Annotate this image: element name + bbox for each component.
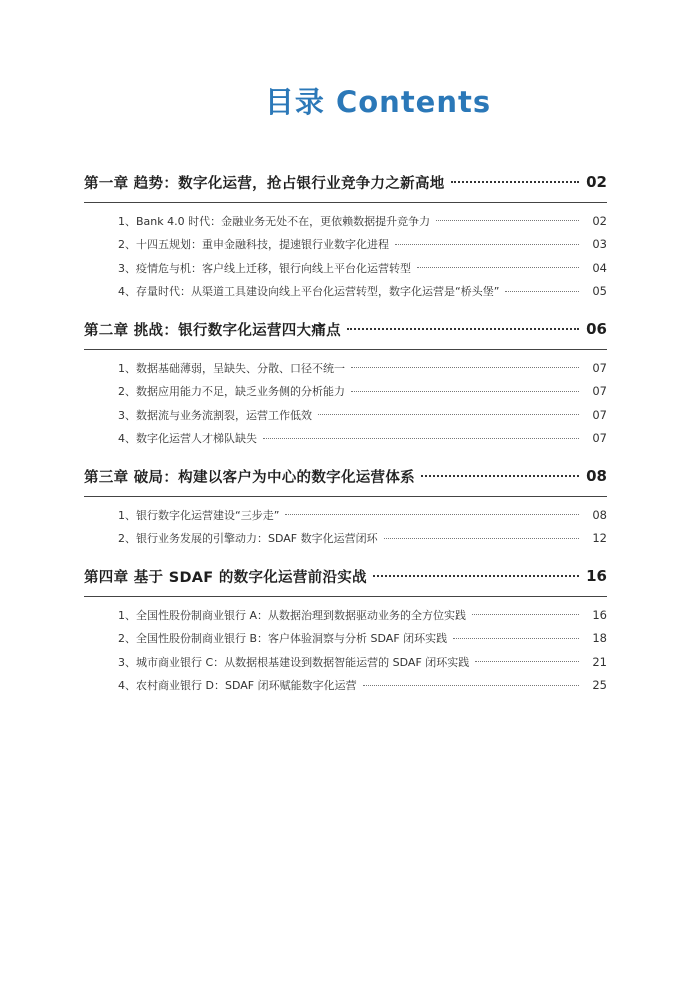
- dot-leader: [436, 220, 579, 221]
- section-entry[interactable]: [84, 256, 607, 280]
- dot-leader: [363, 685, 579, 686]
- chapter-block-2: [84, 313, 607, 450]
- section-page-number: 25: [592, 678, 607, 693]
- section-title: 4、数字化运营人才梯队缺失: [118, 432, 257, 446]
- section-page-number: 16: [592, 607, 607, 622]
- section-title: 4、存量时代：从渠道工具建设向线上平台化运营转型，数字化运营是“桥头堡”: [118, 285, 500, 299]
- chapter-page-number: 02: [586, 173, 607, 191]
- section-title: 3、数据流与业务流割裂，运营工作低效: [118, 408, 312, 422]
- section-entry[interactable]: [84, 650, 607, 674]
- dot-leader: [505, 291, 579, 292]
- section-page-number: 08: [592, 507, 607, 522]
- section-page-number: 07: [592, 407, 607, 422]
- dot-leader: [417, 267, 579, 268]
- section-entry[interactable]: [84, 280, 607, 304]
- section-entry[interactable]: [84, 527, 607, 551]
- chapter-entry-3[interactable]: [84, 460, 607, 492]
- dot-leader: [351, 391, 579, 392]
- section-entry[interactable]: [84, 356, 607, 380]
- chapter-block-3: [84, 460, 607, 550]
- chapter-page-number: 06: [586, 320, 607, 338]
- chapter-divider: [84, 496, 607, 497]
- section-page-number: 07: [592, 360, 607, 375]
- chapter-block-1: [84, 166, 607, 303]
- chapter-title: 第三章 破局：构建以客户为中心的数字化运营体系: [84, 469, 415, 486]
- dot-leader: [395, 244, 579, 245]
- chapter-entry-1[interactable]: [84, 166, 607, 198]
- chapter-divider: [84, 349, 607, 350]
- page-title: 目录 Contents: [264, 85, 492, 119]
- section-page-number: 12: [592, 531, 607, 546]
- section-entry[interactable]: [84, 233, 607, 257]
- dot-leader: [318, 414, 579, 415]
- dot-leader: [351, 367, 579, 368]
- section-page-number: 18: [592, 631, 607, 646]
- dot-leader: [421, 475, 579, 477]
- chapter-divider: [84, 596, 607, 597]
- section-entry[interactable]: [84, 627, 607, 651]
- chapter-entry-2[interactable]: [84, 313, 607, 345]
- section-page-number: 04: [592, 260, 607, 275]
- chapter-page-number: 16: [586, 567, 607, 585]
- section-entry[interactable]: [84, 403, 607, 427]
- dot-leader: [263, 438, 579, 439]
- section-title: 2、十四五规划：重申金融科技，提速银行业数字化进程: [118, 238, 389, 252]
- dot-leader: [347, 328, 579, 330]
- section-title: 1、数据基础薄弱，呈缺失、分散、口径不统一: [118, 361, 345, 375]
- chapter-title: 第二章 挑战：银行数字化运营四大痛点: [84, 322, 341, 339]
- section-entry[interactable]: [84, 674, 607, 698]
- section-title: 4、农村商业银行 D：SDAF 闭环赋能数字化运营: [118, 679, 357, 693]
- section-title: 3、城市商业银行 C：从数据根基建设到数据智能运营的 SDAF 闭环实践: [118, 655, 470, 669]
- section-entry[interactable]: [84, 209, 607, 233]
- chapter-entry-4[interactable]: [84, 560, 607, 592]
- section-entry[interactable]: [84, 503, 607, 527]
- dot-leader: [285, 514, 579, 515]
- dot-leader: [472, 614, 579, 615]
- dot-leader: [475, 661, 579, 662]
- section-title: 1、Bank 4.0 时代：金融业务无处不在，更依赖数据提升竞争力: [118, 214, 431, 228]
- chapter-title: 第一章 趋势：数字化运营，抢占银行业竞争力之新高地: [84, 175, 445, 192]
- section-page-number: 07: [592, 431, 607, 446]
- section-page-number: 02: [592, 213, 607, 228]
- section-page-number: 05: [592, 284, 607, 299]
- section-title: 1、银行数字化运营建设“三步走”: [118, 508, 280, 522]
- section-title: 2、数据应用能力不足，缺乏业务侧的分析能力: [118, 385, 345, 399]
- dot-leader: [384, 538, 579, 539]
- section-entry[interactable]: [84, 603, 607, 627]
- chapter-divider: [84, 202, 607, 203]
- section-page-number: 03: [592, 237, 607, 252]
- section-page-number: 07: [592, 384, 607, 399]
- chapter-block-4: [84, 560, 607, 697]
- section-entry[interactable]: [84, 380, 607, 404]
- section-page-number: 21: [592, 654, 607, 669]
- section-title: 3、疫情危与机：客户线上迁移，银行向线上平台化运营转型: [118, 261, 411, 275]
- dot-leader: [453, 638, 579, 639]
- chapter-title: 第四章 基于 SDAF 的数字化运营前沿实战: [84, 569, 367, 586]
- section-title: 2、全国性股份制商业银行 B：客户体验洞察与分析 SDAF 闭环实践: [118, 632, 448, 646]
- dot-leader: [451, 181, 579, 183]
- section-title: 1、全国性股份制商业银行 A：从数据治理到数据驱动业务的全方位实践: [118, 608, 467, 622]
- section-title: 2、银行业务发展的引擎动力：SDAF 数字化运营闭环: [118, 532, 378, 546]
- chapter-page-number: 08: [586, 467, 607, 485]
- table-of-contents: [84, 166, 607, 707]
- dot-leader: [373, 575, 579, 577]
- section-entry[interactable]: [84, 427, 607, 451]
